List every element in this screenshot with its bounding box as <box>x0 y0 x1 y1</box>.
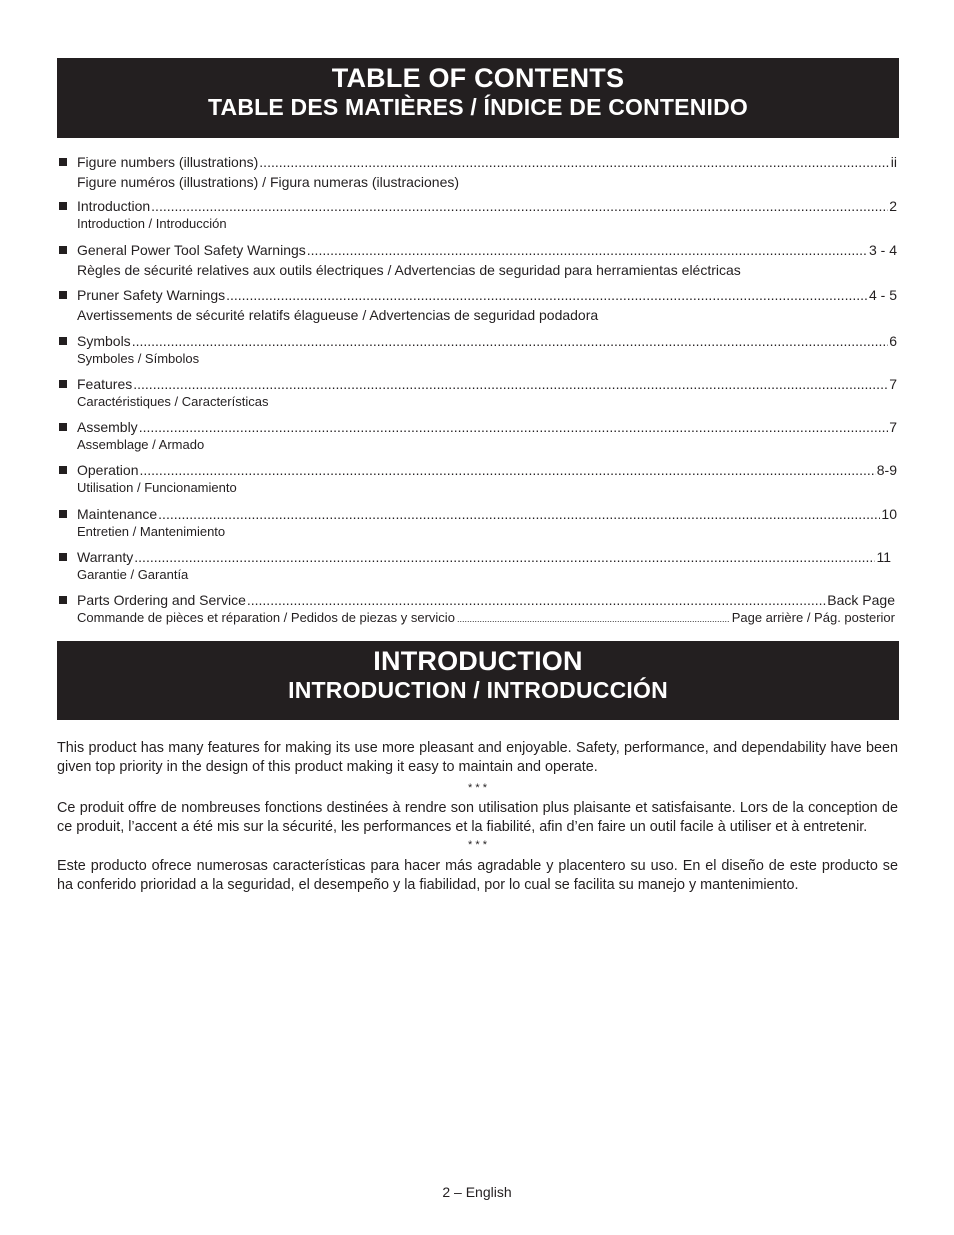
toc-entry-page: 8-9 <box>876 462 897 478</box>
dot-leader <box>247 591 826 609</box>
toc-entry-features[interactable] <box>57 375 897 418</box>
toc-entry-label: Assembly <box>77 419 138 435</box>
dot-leader <box>307 241 868 259</box>
bullet-icon <box>59 596 67 604</box>
dot-leader <box>226 286 868 304</box>
toc-entry-translation: Commande de pièces et réparation / Pedidos de piezas y servicio <box>77 610 455 625</box>
toc-entry-translation: Entretien / Mantenimiento <box>77 524 226 539</box>
dot-leader <box>132 332 889 350</box>
dot-leader <box>134 548 875 566</box>
toc-entry-maintenance[interactable] <box>57 505 897 548</box>
toc-entry-translation: Utilisation / Funcionamiento <box>77 480 237 495</box>
dot-leader <box>139 418 889 436</box>
bullet-icon <box>59 510 67 518</box>
intro-header <box>57 641 899 720</box>
intro-body <box>57 739 898 895</box>
toc-entry-label: Operation <box>77 462 139 478</box>
toc-entry-page: ii <box>890 154 897 170</box>
toc-entry-label: Introduction <box>77 198 151 214</box>
toc-entry-label: Features <box>77 376 133 392</box>
toc-entry-parts-ordering[interactable] <box>57 591 897 631</box>
toc-entry-translation: Règles de sécurité relatives aux outils électriques / Advertencias de seguridad para herramientas eléctricas <box>77 262 741 278</box>
bullet-icon <box>59 202 67 210</box>
toc-entry-translation: Garantie / Garantía <box>77 567 189 582</box>
dot-leader <box>151 197 888 215</box>
intro-subtitle: INTRODUCTION / INTRODUCCIÓN <box>288 677 668 703</box>
toc-entry-page: 4 - 5 <box>868 287 897 303</box>
toc-entry-page: 7 <box>889 419 897 435</box>
bullet-icon <box>59 246 67 254</box>
toc-subtitle: TABLE DES MATIÈRES / ÍNDICE DE CONTENIDO <box>207 94 748 120</box>
toc-entry-pruner-safety[interactable] <box>57 286 897 332</box>
separator: * * * <box>468 782 487 794</box>
toc-entry-page: 7 <box>889 376 897 392</box>
toc-entry-translation: Assemblage / Armado <box>77 437 205 452</box>
toc-entry-page: Back Page <box>827 592 895 608</box>
toc-entry-page: 2 <box>889 198 897 214</box>
toc-entry-translation: Symboles / Símbolos <box>77 351 200 366</box>
bullet-icon <box>59 291 67 299</box>
intro-paragraph-spanish: Este producto ofrece numerosas características para hacer más agradable y placentero su uso. En el diseño de este producto se ha conferido prioridad a la seguridad, el desempeño y la fiabilidad, por lo cual se facilita su manejo y mantenimiento. <box>57 858 898 893</box>
toc-entry-label: Figure numbers (illustrations) <box>77 154 259 170</box>
toc-entry-translation-page: Page arrière / Pág. posterior <box>731 610 895 625</box>
intro-paragraph-english: This product has many features for making its use more pleasant and enjoyable. Safety, performance, and dependability have been given top priority in the design of this product making it easy to maintain and operate. <box>57 740 898 775</box>
toc-entry-symbols[interactable] <box>57 332 897 375</box>
dot-leader <box>158 505 880 523</box>
bullet-icon <box>59 423 67 431</box>
toc-entry-translation: Avertissements de sécurité relatifs élagueuse / Advertencias de seguridad podadora <box>77 307 599 323</box>
intro-title: INTRODUCTION <box>373 646 583 676</box>
toc-header <box>57 58 899 138</box>
dot-leader <box>133 375 888 393</box>
bullet-icon <box>59 158 67 166</box>
toc-entry-assembly[interactable] <box>57 418 897 461</box>
toc-entry-page: 10 <box>881 506 897 522</box>
toc-entry-translation: Introduction / Introducción <box>77 216 227 231</box>
toc-entry-label: Parts Ordering and Service <box>77 592 246 608</box>
dot-leader <box>457 611 730 628</box>
toc-entry-label: General Power Tool Safety Warnings <box>77 242 306 258</box>
bullet-icon <box>59 466 67 474</box>
toc-entry-introduction[interactable] <box>57 197 897 241</box>
separator: * * * <box>468 839 487 851</box>
page-footer: 2 – English <box>442 1184 512 1200</box>
toc-entry-translation: Caractéristiques / Características <box>77 394 269 409</box>
toc-entry-label: Pruner Safety Warnings <box>77 287 226 303</box>
toc-list <box>57 153 897 631</box>
toc-entry-label: Maintenance <box>77 506 158 522</box>
toc-entry-page: 11 <box>876 549 891 565</box>
dot-leader <box>139 461 875 479</box>
dot-leader <box>259 153 889 171</box>
toc-entry-warranty[interactable] <box>57 548 897 591</box>
toc-entry-operation[interactable] <box>57 461 897 505</box>
toc-entry-translation: Figure numéros (illustrations) / Figura numeras (ilustraciones) <box>77 174 460 190</box>
toc-entry-label: Symbols <box>77 333 131 349</box>
bullet-icon <box>59 337 67 345</box>
toc-entry-general-safety[interactable] <box>57 241 897 286</box>
bullet-icon <box>59 553 67 561</box>
intro-paragraph-french: Ce produit offre de nombreuses fonctions destinées à rendre son utilisation plus plaisante et satisfaisante. Lors de la conception de ce produit, l’accent a été mis sur la sécurité, les performances et la fiabilité, afin d’en faire un outil facile à utiliser et à entretenir. <box>57 800 898 835</box>
toc-entry-page: 6 <box>889 333 897 349</box>
toc-entry-page: 3 - 4 <box>868 242 897 258</box>
toc-title: TABLE OF CONTENTS <box>331 63 625 93</box>
toc-entry-figure-numbers[interactable] <box>57 153 897 197</box>
toc-entry-label: Warranty <box>77 549 134 565</box>
bullet-icon <box>59 380 67 388</box>
